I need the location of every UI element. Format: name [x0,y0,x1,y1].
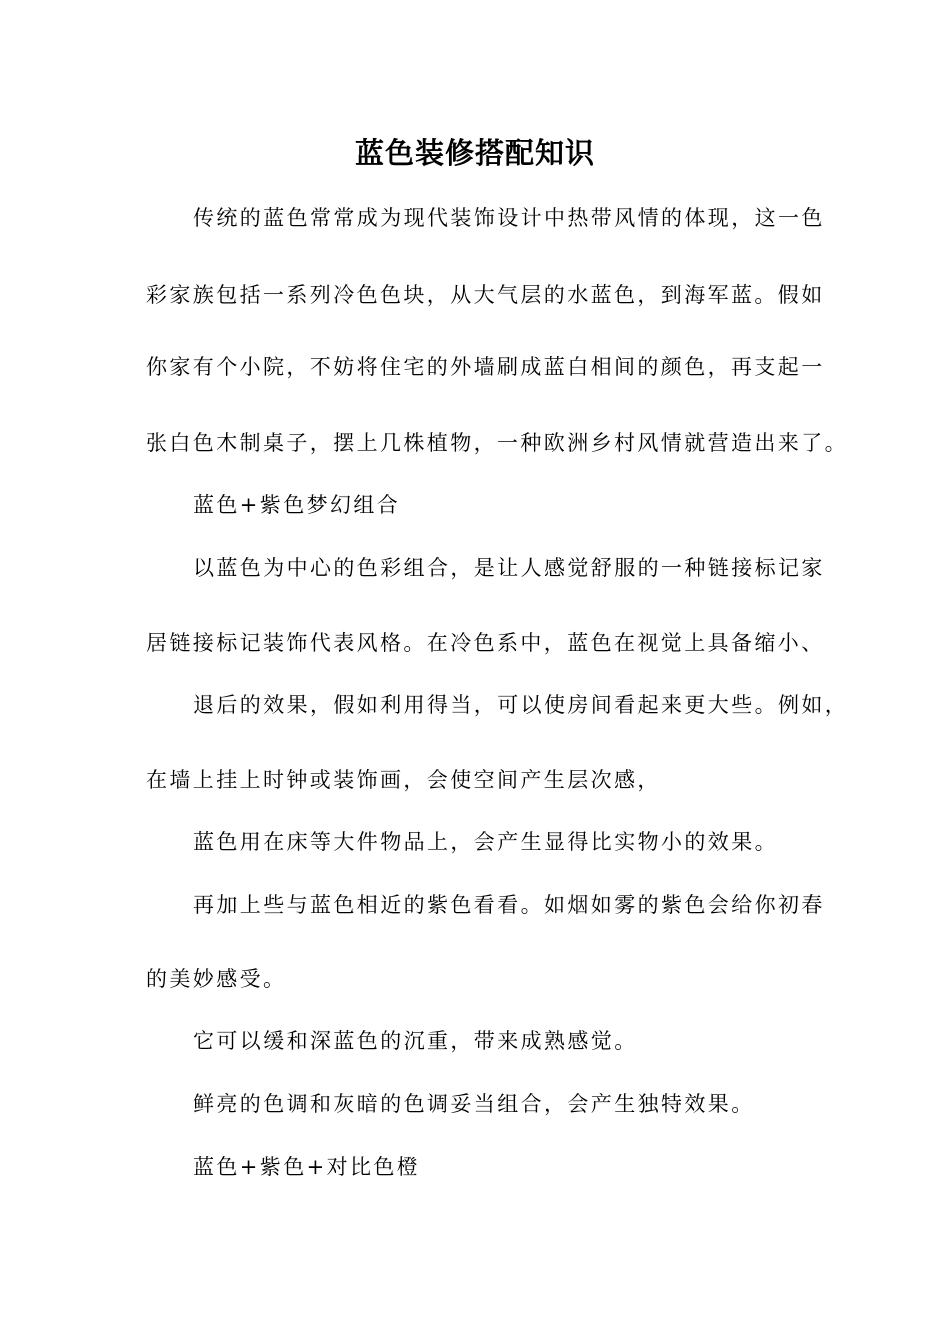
paragraph-line: 传统的蓝色常常成为现代装饰设计中热带风情的体现，这一色 [193,206,825,230]
paragraph-line: 你家有个小院，不妨将住宅的外墙刷成蓝白相间的颜色，再支起一 [146,355,825,379]
paragraph-line: 的美妙感受。 [146,967,287,991]
paragraph-line: 以蓝色为中心的色彩组合，是让人感觉舒服的一种链接标记家 [193,556,825,580]
paragraph-line: 居链接标记装饰代表风格。在冷色系中，蓝色在视觉上具备缩小、 [146,631,825,655]
paragraph-line: 在墙上挂上时钟或装饰画，会使空间产生层次感， [146,768,661,792]
paragraph-line: 鲜亮的色调和灰暗的色调妥当组合，会产生独特效果。 [193,1092,755,1116]
paragraph-line: 蓝色用在床等大件物品上，会产生显得比实物小的效果。 [193,830,778,854]
paragraph-line: 退后的效果，假如利用得当，可以使房间看起来更大些。例如， [193,693,849,717]
document-title: 蓝色装修搭配知识 [354,136,595,170]
paragraph-line: 张白色木制桌子，摆上几株植物，一种欧洲乡村风情就营造出来了。 [146,431,848,455]
section-heading: 蓝色+紫色+对比色橙 [193,1155,421,1179]
paragraph-line: 再加上些与蓝色相近的紫色看看。如烟如雾的紫色会给你初春 [193,893,825,917]
section-heading: 蓝色+紫色梦幻组合 [193,493,401,517]
paragraph-line: 彩家族包括一系列冷色色块，从大气层的水蓝色，到海军蓝。假如 [146,283,825,307]
paragraph-line: 它可以缓和深蓝色的沉重，带来成熟感觉。 [193,1029,638,1053]
